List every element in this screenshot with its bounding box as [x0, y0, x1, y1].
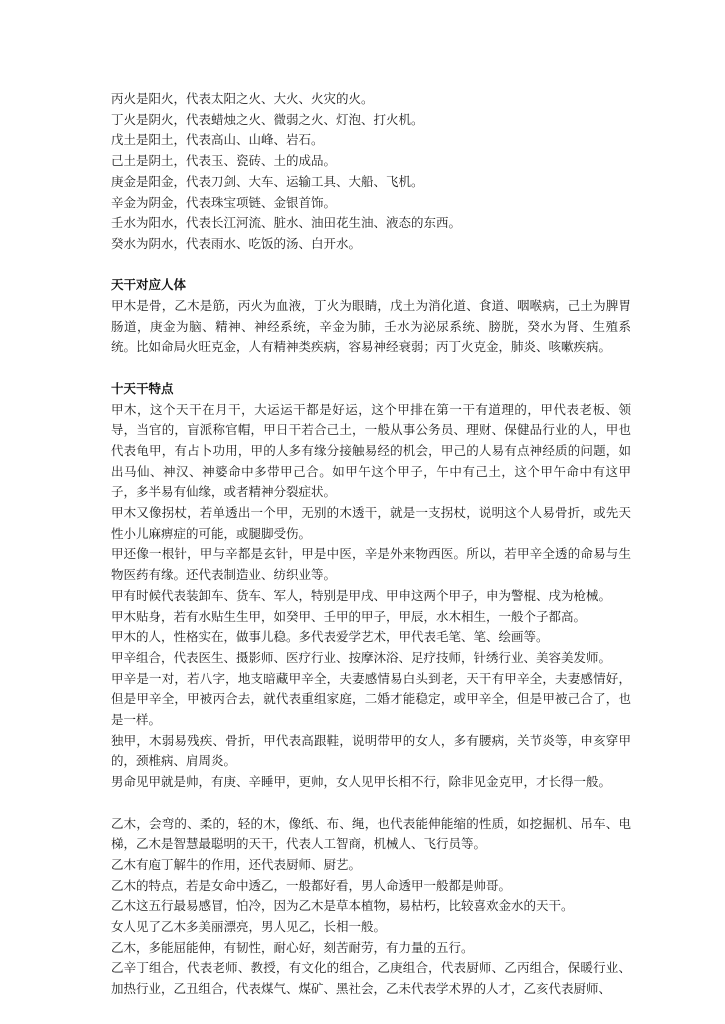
- paragraph: 丙火是阳火，代表太阳之火、大火、火灾的火。: [111, 91, 374, 106]
- paragraph: 乙木，多能屈能伸，有韧性，耐心好，刻苦耐劳，有力量的五行。: [111, 939, 474, 955]
- paragraph: 独甲，木弱易残疾、骨折，甲代表高跟鞋，说明带甲的女人，多有腰病，关节炎等，申亥穿甲的，颈椎病、肩周炎。: [111, 732, 631, 769]
- document-body: [111, 89, 631, 1000]
- paragraph: 甲辛是一对，若八字，地支暗藏甲辛全，夫妻感情易白头到老，天干有甲辛全，夫妻感情好，但是甲辛全，甲被丙合去，就代表重组家庭，二婚才能稳定，或甲辛全，但是甲被己合了，也是一样。: [111, 670, 631, 728]
- blank-line: [111, 255, 631, 276]
- paragraph: 甲木的人，性格实在，做事儿稳。多代表爱学艺术，甲代表毛笔、笔、绘画等。: [111, 629, 549, 645]
- paragraph: 辛金为阴金，代表珠宝项链、金银首饰。: [111, 194, 337, 210]
- blank-line: [111, 358, 631, 379]
- paragraph: 乙木，会弯的、柔的，轻的木，像纸、布、绳，也代表能伸能缩的性质，如挖掘机、吊车、电梯，乙木是智慧最聪明的天干，代表人工智商，机械人、飞行员等。: [111, 815, 631, 852]
- paragraph: 乙辛丁组合，代表老师、教授，有文化的组合，乙庚组合，代表厨师、乙丙组合，保暖行业、加热行业，乙丑组合，代表煤气、煤矿、黑社会，乙未代表学术界的人才，乙亥代表厨师、: [111, 960, 631, 997]
- paragraph: 戊土是阳土，代表高山、山峰、岩石。: [111, 132, 324, 148]
- section-heading: 十天干特点: [111, 380, 174, 396]
- paragraph: 男命见甲就是帅，有庚、辛睡甲，更帅，女人见甲长相不行，除非见金克甲，才长得一般。: [111, 774, 612, 790]
- paragraph: 甲木，这个天干在月干，大运运干都是好运，这个甲排在第一干有道理的，甲代表老板、领导，当官的，盲派称官帽，甲日干若合己土，一般从事公务员、理财、保健品行业的人，甲也代表龟甲，有占卜功用，甲的人多有缘分接触易经的机会，甲己的人易有点神经质的问题，如出马仙、神汉、神婆命中多带甲己合。如甲午这个甲子，午中有己土，这个甲午命中有这甲子，多半易有仙缘，或者精神分裂症状。: [111, 401, 631, 500]
- paragraph: 甲木贴身，若有水贴生生甲，如癸甲、壬甲的甲子，甲辰，水木相生，一般个子都高。: [111, 608, 587, 624]
- paragraph: 乙木的特点，若是女命中透乙，一般都好看，男人命透甲一般都是帅哥。: [111, 877, 512, 893]
- paragraph: 甲木是骨，乙木是筋，丙火为血液，丁火为眼睛，戊土为消化道、食道、咽喉病，己土为脾胃肠道，庚金为脑、精神、神经系统，辛金为肺，壬水为泌尿系统、膀胱，癸水为肾、生殖系统。比如命局火旺克金，人有精神类疾病，容易神经衰弱；丙丁火克金，肺炎、咳嗽疾病。: [111, 298, 631, 355]
- paragraph: 甲木又像拐杖，若单透出一个甲，无别的木透干，就是一支拐杖，说明这个人易骨折，或先天性小儿麻痹症的可能，或腿脚受伤。: [111, 505, 631, 541]
- paragraph: 乙木这五行最易感冒，怕冷，因为乙木是草本植物，易枯朽，比较喜欢金水的天干。: [111, 898, 574, 914]
- paragraph: 壬水为阳水，代表长江河流、脏水、油田花生油、液态的东西。: [111, 215, 462, 231]
- section-heading: 天干对应人体: [111, 277, 187, 293]
- blank-line: [111, 793, 631, 814]
- paragraph: 女人见了乙木多美丽漂亮，男人见乙，长相一般。: [111, 919, 387, 935]
- paragraph: 甲还像一根针，甲与辛都是玄针，甲是中医，辛是外来物西医。所以，若甲辛全透的命易与生物医药有缘。还代表制造业、纺织业等。: [111, 546, 631, 583]
- paragraph: 癸水为阴水，代表雨水、吃饭的汤、白开水。: [111, 235, 362, 251]
- paragraph: 甲辛组合，代表医生、摄影师、医疗行业、按摩沐浴、足疗技师，针绣行业、美容美发师。: [111, 649, 612, 665]
- paragraph: 己土是阴土，代表玉、瓷砖、土的成品。: [111, 153, 337, 169]
- paragraph: 丁火是阴火，代表蜡烛之火、微弱之火、灯泡、打火机。: [111, 111, 424, 127]
- paragraph: 甲有时候代表装卸车、货车、军人，特别是甲戌、甲申这两个甲子，申为警棍、戌为枪械。: [111, 587, 612, 603]
- paragraph: 乙木有庖丁解牛的作用，还代表厨师、厨艺。: [111, 856, 362, 872]
- paragraph: 庚金是阳金，代表刀剑、大车、运输工具、大船、飞机。: [111, 173, 424, 189]
